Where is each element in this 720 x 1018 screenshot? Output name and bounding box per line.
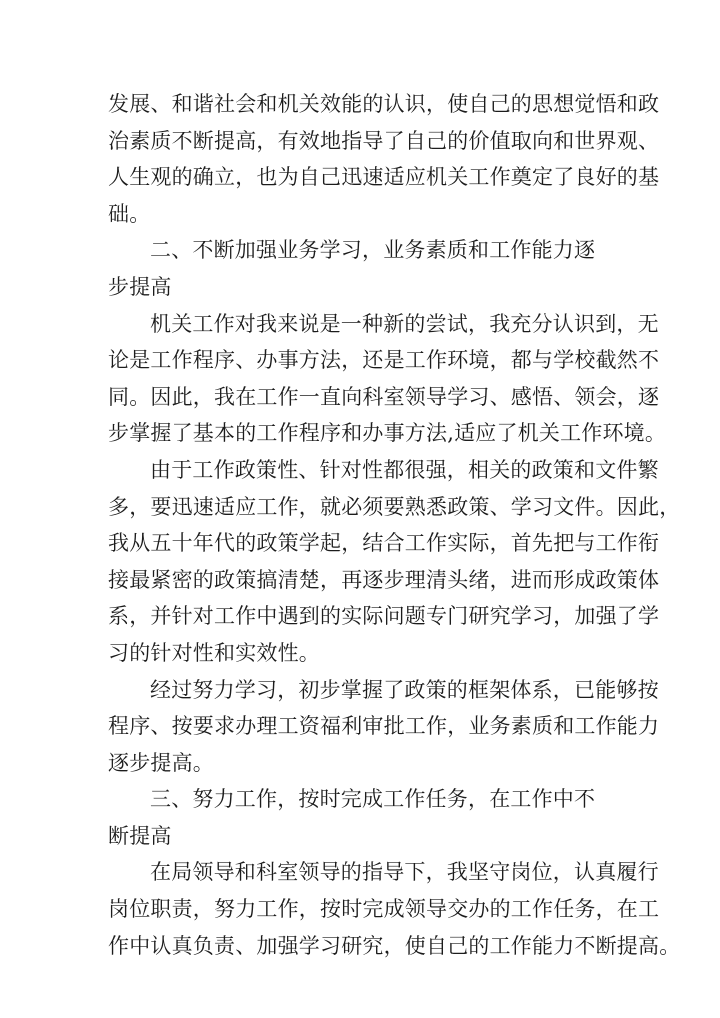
- text-line: 论是工作程序、办事方法，还是工作环境，都与学校截然不: [108, 348, 660, 373]
- text-line: 接最紧密的政策搞清楚，再逐步理清头绪，进而形成政策体: [108, 567, 660, 592]
- text-line: 我从五十年代的政策学起，结合工作实际，首先把与工作衔: [108, 531, 660, 556]
- text-line: 由于工作政策性、针对性都很强，相关的政策和文件繁: [150, 457, 659, 482]
- text-line: 发展、和谐社会和机关效能的认识，使自己的思想觉悟和政: [108, 92, 660, 116]
- text-line: 习的针对性和实效性。: [108, 640, 320, 665]
- paragraph-work-adaptation: [108, 306, 667, 452]
- text-line: 经过努力学习，初步掌握了政策的框架体系，已能够按: [150, 677, 659, 702]
- text-line: 逐步提高。: [108, 750, 214, 775]
- text-line: 程序、按要求办理工资福利审批工作，业务素质和工作能力: [108, 714, 660, 739]
- paragraph-continuation: [108, 86, 660, 232]
- section-heading-text: 二、不断加强业务学习，业务素质和工作能力逐步提高: [108, 238, 596, 299]
- text-line: 治素质不断提高，有效地指导了自己的价值取向和世界观、: [108, 128, 660, 153]
- text-line: 系，并针对工作中遇到的实际问题专门研究学习，加强了学: [108, 604, 660, 629]
- text-line: 作中认真负责、加强学习研究，使自己的工作能力不断提高。: [108, 933, 681, 958]
- paragraph-diligent-work: [108, 854, 681, 964]
- section-heading-2: [108, 232, 616, 305]
- text-line: 步掌握了基本的工作程序和办事方法,适应了机关工作环境。: [108, 421, 667, 446]
- text-line: 多，要迅速适应工作，就必须要熟悉政策、学习文件。因此，: [108, 494, 681, 519]
- section-heading-text: 三、努力工作，按时完成工作任务，在工作中不断提高: [108, 787, 596, 848]
- paragraph-policy-study: [108, 452, 681, 672]
- text-line: 础。: [108, 201, 151, 226]
- text-line: 在局领导和科室领导的指导下，我坚守岗位，认真履行: [150, 860, 659, 885]
- text-line: 人生观的确立，也为自己迅速适应机关工作奠定了良好的基: [108, 165, 660, 190]
- document-body: [108, 86, 681, 964]
- paragraph-study-result: [108, 672, 660, 782]
- text-line: 同。因此，我在工作一直向科室领导学习、感悟、领会，逐: [108, 384, 660, 409]
- text-line: 机关工作对我来说是一种新的尝试，我充分认识到，无: [150, 311, 659, 336]
- section-heading-3: [108, 781, 616, 854]
- text-line: 岗位职责，努力工作，按时完成领导交办的工作任务，在工: [108, 897, 660, 922]
